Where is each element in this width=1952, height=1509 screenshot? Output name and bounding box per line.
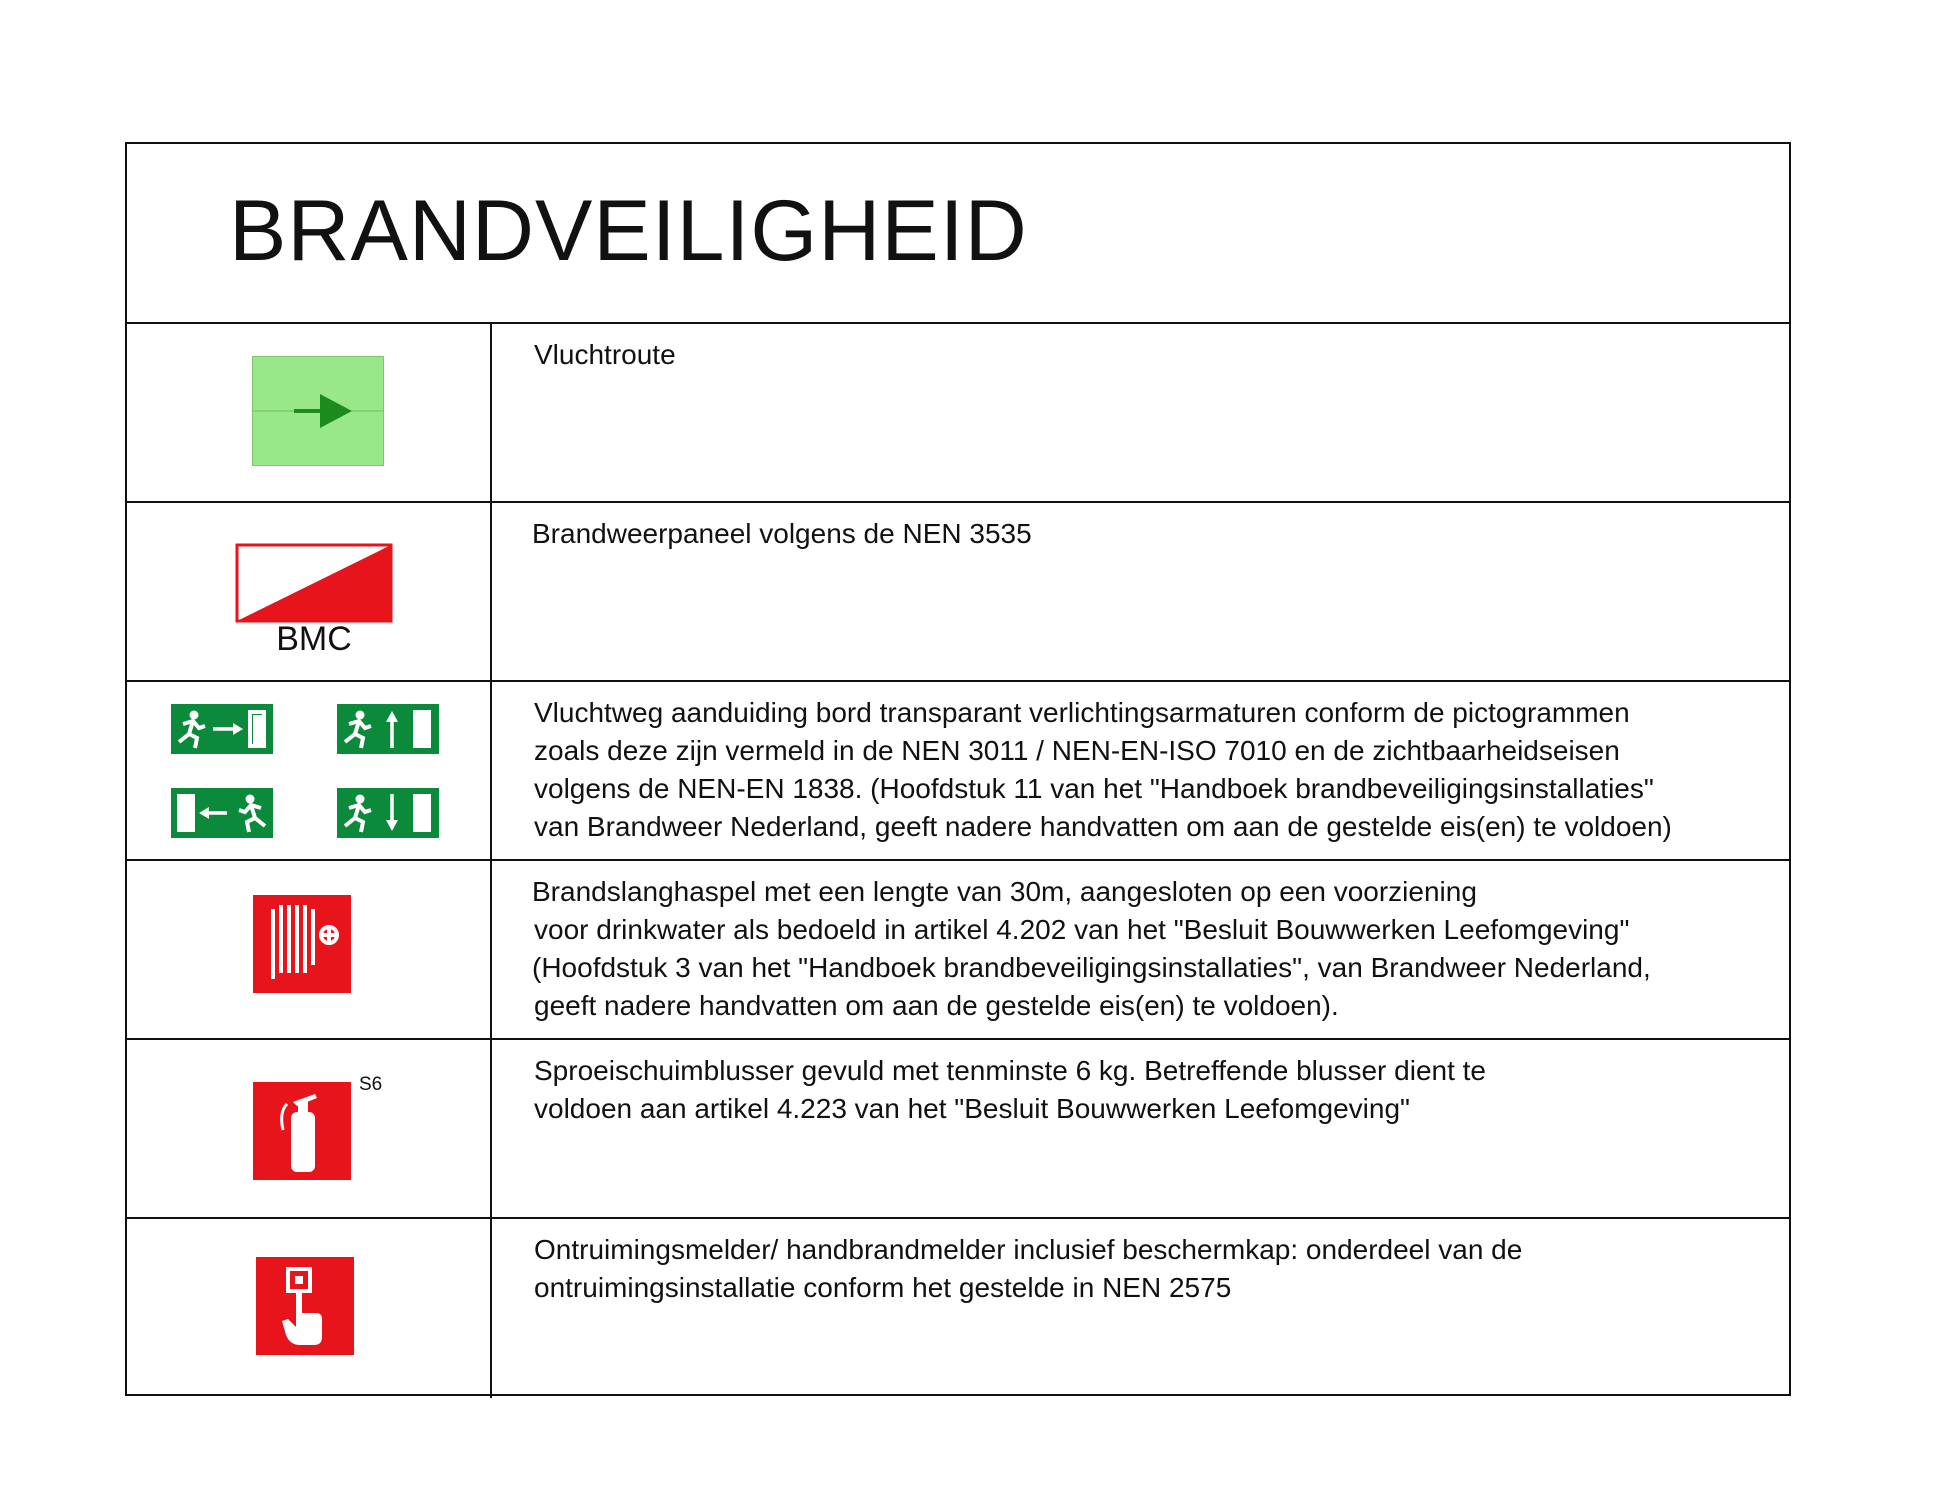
legend-row-brandweerpaneel — [127, 503, 1789, 682]
description-line: Sproeischuimblusser gevuld met tenminste 6 kg. Betreffende blusser dient te — [534, 1055, 1486, 1086]
description-line: voor drinkwater als bedoeld in artikel 4.202 van het "Besluit Bouwwerken Leefomgeving" — [534, 914, 1630, 945]
legend-row-brandslanghaspel — [127, 861, 1789, 1040]
description-line: zoals deze zijn vermeld in de NEN 3011 / NEN-EN-ISO 7010 en de zichtbaarheidseisen — [534, 735, 1620, 766]
exit-sign-right-icon — [171, 704, 273, 754]
description-line: voldoen aan artikel 4.223 van het "Besluit Bouwwerken Leefomgeving" — [534, 1093, 1410, 1124]
row-description — [534, 1231, 1764, 1307]
exit-sign-left-icon — [171, 788, 273, 838]
fire-brigade-panel-icon — [235, 543, 393, 623]
symbol-cell — [127, 682, 492, 859]
legend-row-blusser — [127, 1040, 1789, 1219]
description-line: volgens de NEN-EN 1838. (Hoofdstuk 11 van het "Handboek brandbeveiligingsinstallaties" — [534, 773, 1654, 804]
title-row — [127, 144, 1789, 324]
row-description — [534, 1052, 1764, 1128]
symbol-cell — [127, 324, 492, 501]
extinguisher-label: S6 — [359, 1074, 383, 1095]
symbol-cell — [127, 503, 492, 680]
page-title: BRANDVEILIGHEID — [229, 183, 1028, 279]
description-line: (Hoofdstuk 3 van het "Handboek brandbeveiligingsinstallaties", van Brandweer Nederland, — [532, 952, 1651, 983]
exit-sign-down-icon — [337, 788, 439, 838]
legend-row-vluchtweg — [127, 682, 1789, 861]
description-line: Brandslanghaspel met een lengte van 30m, aangesloten op een voorziening — [532, 876, 1477, 907]
row-description — [532, 515, 1762, 553]
description-line: Ontruimingsmelder/ handbrandmelder inclusief beschermkap: onderdeel van de — [534, 1234, 1523, 1265]
row-description — [534, 336, 1764, 374]
exit-sign-up-icon — [337, 704, 439, 754]
panel-label: BMC — [276, 620, 352, 658]
fire-extinguisher-icon — [253, 1082, 351, 1180]
description-line: Brandweerpaneel volgens de NEN 3535 — [532, 518, 1032, 549]
description-line: ontruimingsinstallatie conform het gestelde in NEN 2575 — [534, 1272, 1232, 1303]
symbol-cell — [127, 861, 492, 1038]
symbol-cell — [127, 1040, 492, 1217]
fire-hose-reel-icon — [253, 895, 351, 993]
manual-call-point-icon — [256, 1257, 354, 1355]
row-description — [532, 873, 1762, 1025]
row-description — [534, 694, 1764, 846]
description-line: geeft nadere handvatten om aan de gestelde eis(en) te voldoen). — [534, 990, 1339, 1021]
escape-route-arrow-icon — [252, 356, 384, 466]
symbol-cell — [127, 1219, 492, 1398]
legend-row-ontruimingsmelder — [127, 1219, 1789, 1398]
legend-table — [125, 142, 1791, 1396]
legend-row-vluchtroute — [127, 324, 1789, 503]
description-line: Vluchtweg aanduiding bord transparant verlichtingsarmaturen conform de pictogrammen — [534, 697, 1630, 728]
description-line: van Brandweer Nederland, geeft nadere handvatten om aan de gestelde eis(en) te voldoen) — [534, 811, 1672, 842]
description-line: Vluchtroute — [534, 339, 676, 370]
